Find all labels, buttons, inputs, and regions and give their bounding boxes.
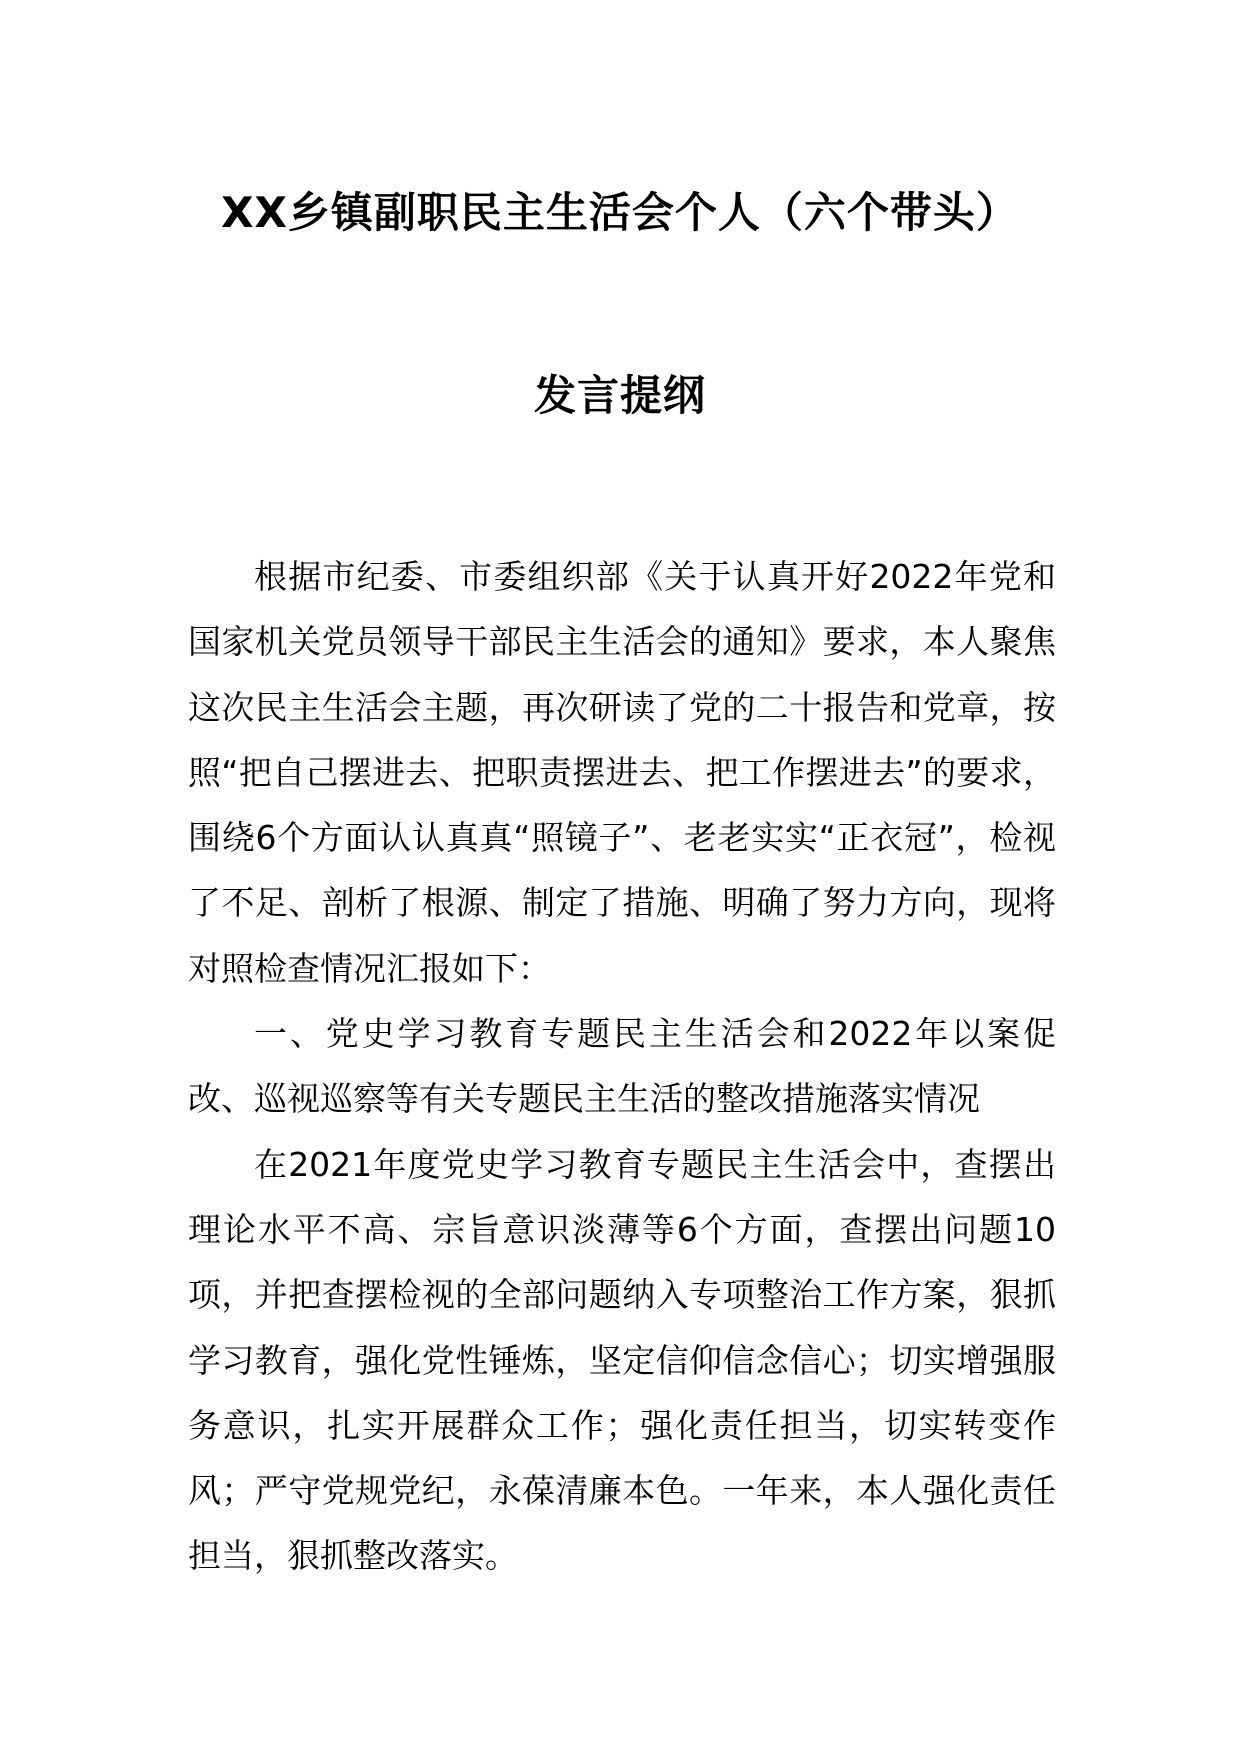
document-title-line-2: 发言提纲 [533, 371, 706, 420]
paragraph-intro: 根据市纪委、市委组织部《关于认真开好2022年党和国家机关党员领导干部民主生活会的通知》要求，本人聚焦这次民主生活会主题，再次研读了党的二十报告和党章，按照“把自己摆进去、把职责摆进去、把工作摆进去”的要求，围绕6个方面认认真真“照镜子”、老老实实“正衣冠”，检视了不足、剖析了根源、制定了措施、明确了努力方向，现将对照检查情况汇报如下： [188, 557, 1056, 988]
paragraph-section-heading-1: 一、党史学习教育专题民主生活会和2022年以案促改、巡视巡察等有关专题民主生活的整改措施落实情况 [188, 1014, 1056, 1119]
paragraph-rectification-summary: 在2021年度党史学习教育专题民主生活会中，查摆出理论水平不高、宗旨意识淡薄等6个方面，查摆出问题10项，并把查摆检视的全部问题纳入专项整治工作方案，狠抓学习教育，强化党性锤炼，坚定信仰信念信心；切实增强服务意识，扎实开展群众工作；强化责任担当，切实转变作风；严守党规党纪，永葆清廉本色。一年来，本人强化责任担当，狠抓整改落实。 [188, 1144, 1056, 1576]
document-title-line-1: XX乡镇副职民主生活会个人（六个带头） [221, 188, 1019, 237]
document-body [188, 544, 1056, 1589]
